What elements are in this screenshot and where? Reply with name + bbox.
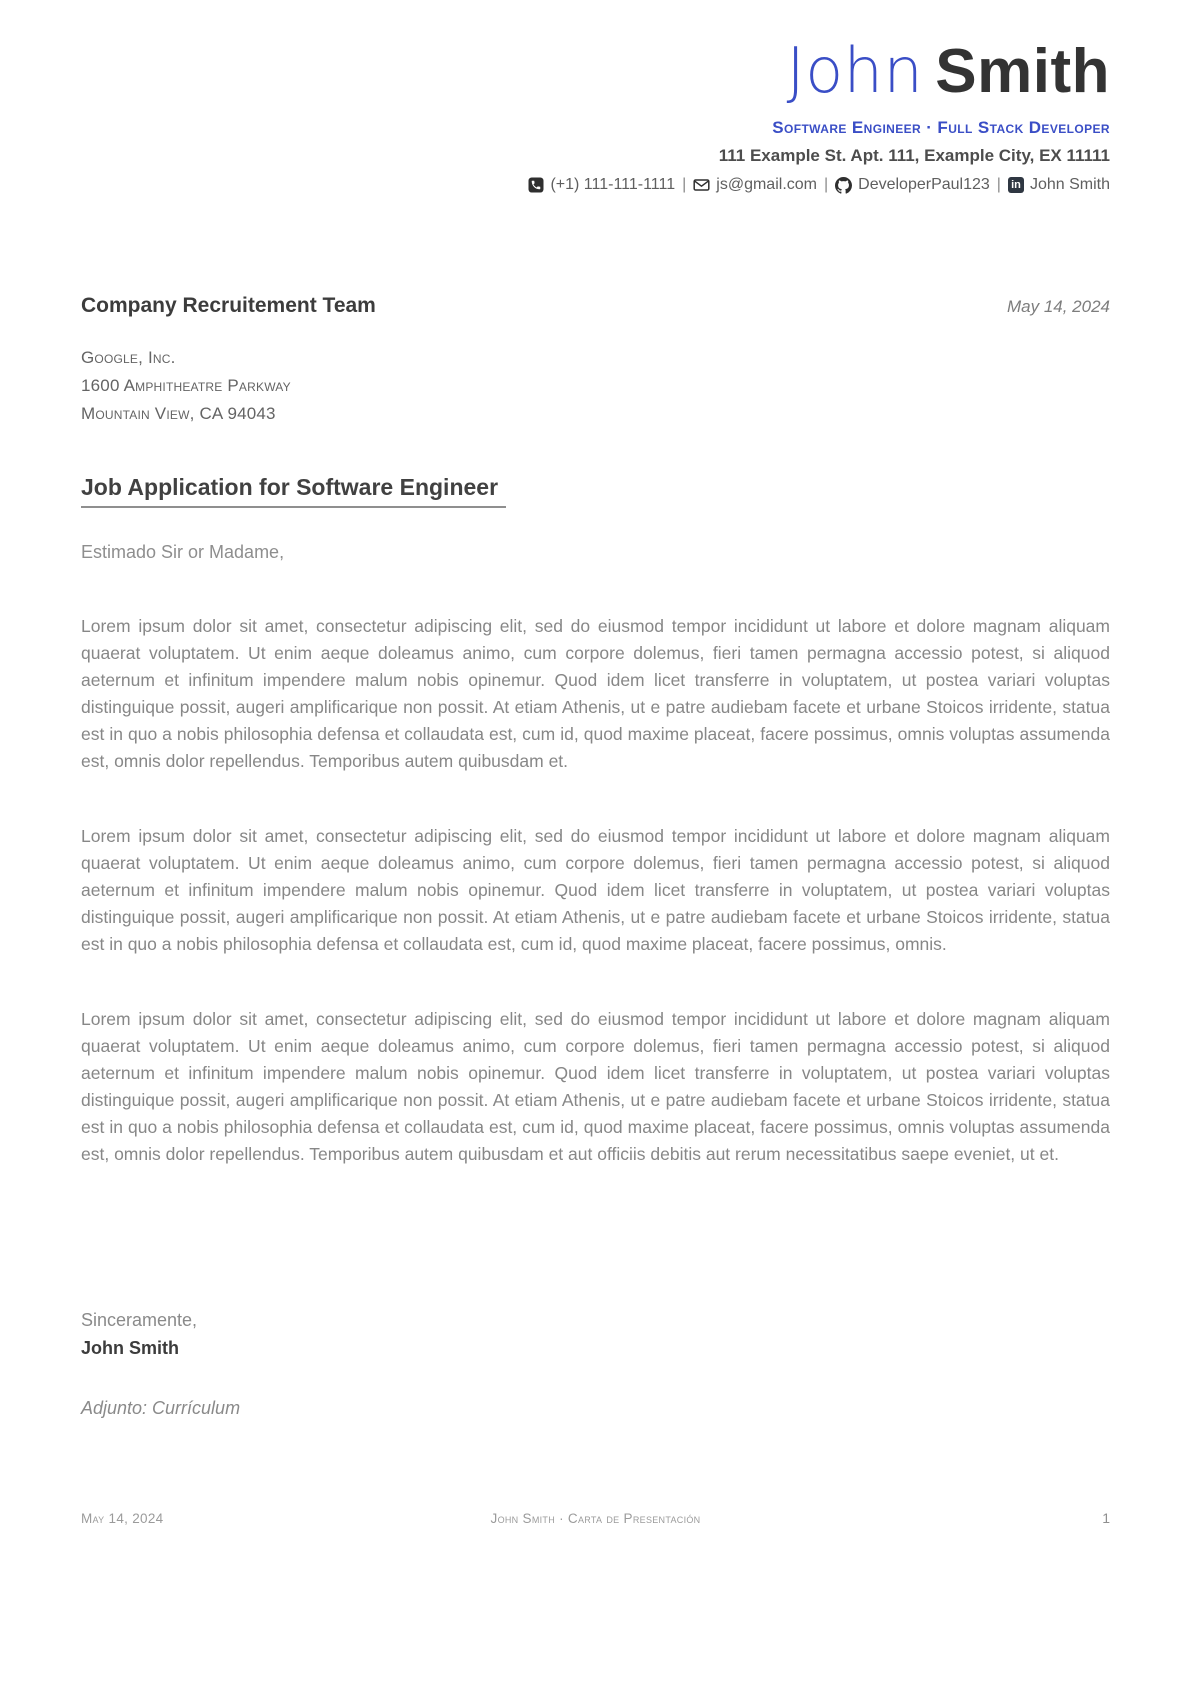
linkedin-link[interactable] xyxy=(1008,176,1110,194)
phone-icon xyxy=(528,177,544,193)
letter-subject xyxy=(81,474,1110,508)
footer-title: John Smith · Carta de Presentación xyxy=(490,1511,701,1526)
header-address: 111 Example St. Apt. 111, Example City, EX 11111 xyxy=(718,146,1110,166)
github-icon xyxy=(835,177,852,194)
separator: | xyxy=(823,176,829,194)
recipient-name: Company Recruitement Team xyxy=(81,294,376,318)
phone-link[interactable] xyxy=(528,176,675,194)
github-link[interactable] xyxy=(835,176,990,194)
linkedin-text: John Smith xyxy=(1029,176,1110,194)
phone-text: (+1) 111-111-1111 xyxy=(550,176,676,194)
page-title xyxy=(81,34,1110,107)
letter-signature: John Smith xyxy=(81,1338,179,1359)
first-name: John xyxy=(786,34,924,107)
linkedin-icon: in xyxy=(1008,177,1024,193)
recipient-section xyxy=(81,294,1110,428)
letter-greeting: Estimado Sir or Madame, xyxy=(81,542,285,563)
recipient-address-block xyxy=(81,344,1110,428)
page-footer xyxy=(81,1510,1110,1526)
github-text: DeveloperPaul123 xyxy=(858,176,990,194)
footer-date: May 14, 2024 xyxy=(81,1511,164,1526)
letter-closing: Sinceramente, xyxy=(81,1310,198,1331)
letter-enclosure: Adjunto: Currículum xyxy=(81,1398,241,1419)
tagline: Software Engineer · Full Stack Developer xyxy=(772,118,1110,138)
email-link[interactable] xyxy=(693,176,817,194)
letter-body xyxy=(81,474,1110,1419)
separator: | xyxy=(682,176,687,194)
letter-subject-text: Job Application for Software Engineer xyxy=(81,474,506,508)
letter-paragraphs xyxy=(81,613,1110,1168)
last-name: Smith xyxy=(935,37,1110,106)
letter-paragraph: Lorem ipsum dolor sit amet, consectetur adipiscing elit, sed do eiusmod tempor incididunt ut labore et dolore magnam aliquam quaerat voluptatem. Ut enim aeque doleamus animo, cum corpore dolemus, fieri tamen permagna accessio potest, si aliquod aeternum et infinitum impendere malum nobis opinemur. Quod idem licet transferre in voluptatem, ut postea variari voluptas distinguique possit, augeri amplificarique non possit. At etiam Athenis, ut e patre audiebam facete et urbane Stoicos irridente, statua est in quo a nobis philosophia defensa et collaudata est, cum id, quod maxime placeat, facere possimus, omnis voluptas assumenda est, omnis dolor repellendus. Temporibus autem quibusdam et. xyxy=(81,616,1110,772)
recipient-row xyxy=(81,294,1110,318)
recipient-company: Google, Inc. xyxy=(81,348,176,368)
letter-header xyxy=(81,34,1110,194)
letter-paragraph: Lorem ipsum dolor sit amet, consectetur adipiscing elit, sed do eiusmod tempor incididunt ut labore et dolore magnam aliquam quaerat voluptatem. Ut enim aeque doleamus animo, cum corpore dolemus, fieri tamen permagna accessio potest, si aliquod aeternum et infinitum impendere malum nobis opinemur. Quod idem licet transferre in voluptatem, ut postea variari voluptas distinguique possit, augeri amplificarique non possit. At etiam Athenis, ut e patre audiebam facete et urbane Stoicos irridente, statua est in quo a nobis philosophia defensa et collaudata est, cum id, quod maxime placeat, facere possimus, omnis. xyxy=(81,826,1110,955)
email-text: js@gmail.com xyxy=(716,176,817,194)
recipient-address-line: Mountain View, CA 94043 xyxy=(81,404,276,424)
letter-paragraph: Lorem ipsum dolor sit amet, consectetur adipiscing elit, sed do eiusmod tempor incididunt ut labore et dolore magnam aliquam quaerat voluptatem. Ut enim aeque doleamus animo, cum corpore dolemus, fieri tamen permagna accessio potest, si aliquod aeternum et infinitum impendere malum nobis opinemur. Quod idem licet transferre in voluptatem, ut postea variari voluptas distinguique possit, augeri amplificarique non possit. At etiam Athenis, ut e patre audiebam facete et urbane Stoicos irridente, statua est in quo a nobis philosophia defensa et collaudata est, cum id, quod maxime placeat, facere possimus, omnis voluptas assumenda est, omnis dolor repellendus. Temporibus autem quibusdam et aut officiis debitis aut rerum necessitatibus saepe eveniet, ut et. xyxy=(81,1009,1110,1165)
separator: | xyxy=(996,176,1001,194)
email-icon xyxy=(693,177,710,193)
recipient-address-line: 1600 Amphitheatre Parkway xyxy=(81,376,291,396)
contact-line xyxy=(81,176,1110,194)
footer-page-number: 1 xyxy=(1102,1510,1110,1526)
letter-date: May 14, 2024 xyxy=(1006,297,1110,317)
